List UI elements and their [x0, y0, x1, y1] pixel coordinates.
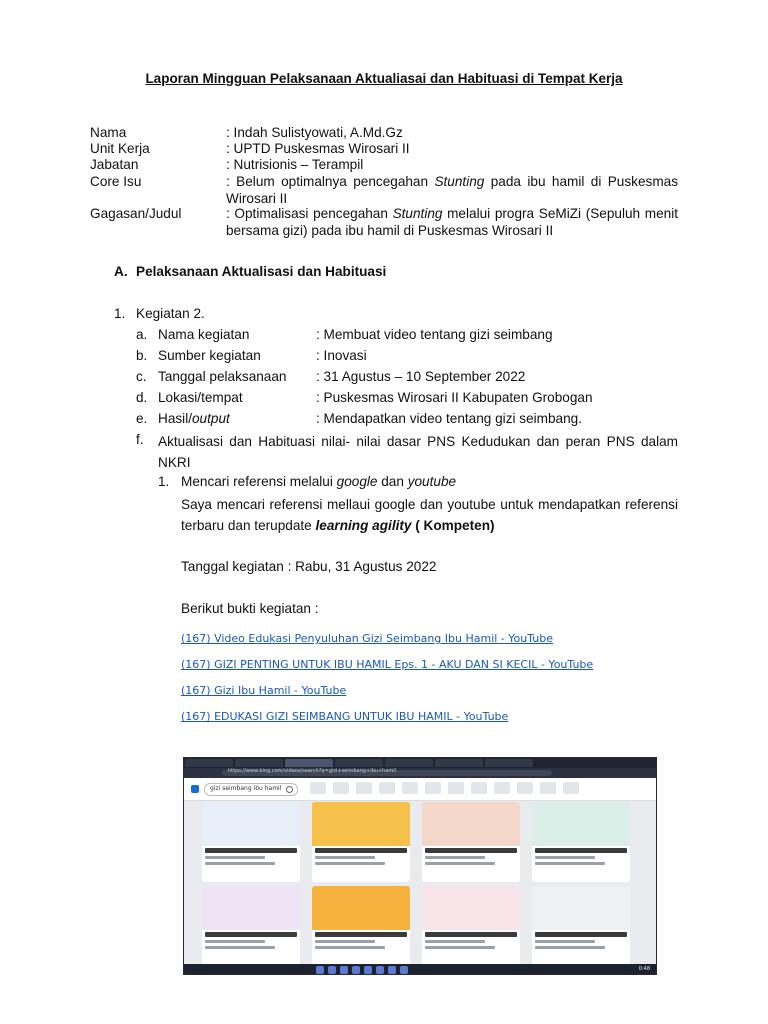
video-meta-bar: [425, 862, 495, 865]
filter-chip: [517, 782, 533, 794]
video-card: [532, 802, 630, 882]
sub-title-youtube: youtube: [407, 474, 457, 489]
taskbar-app-icon: [328, 966, 336, 974]
browser-tab: [435, 759, 483, 767]
label-core-isu: Core Isu: [90, 174, 142, 189]
gagasan-text-pre: : Optimalisasi pencegahan: [226, 206, 393, 221]
video-meta-bar: [535, 862, 605, 865]
item-label-pre: Hasil/: [158, 411, 192, 426]
filter-chip: [471, 782, 487, 794]
filter-chip: [333, 782, 349, 794]
video-meta-bar: [205, 862, 275, 865]
gagasan-emphasis: Stunting: [392, 206, 443, 221]
video-card: [422, 886, 520, 966]
taskbar-app-icon: [340, 966, 348, 974]
item-label: Sumber kegiatan: [158, 348, 261, 363]
label-nama: Nama: [90, 125, 127, 140]
sub-body: [181, 494, 678, 536]
windows-start-icon: [316, 966, 324, 974]
value-nama: : Indah Sulistyowati, A.Md.Gz: [226, 125, 403, 140]
filter-chip: [494, 782, 510, 794]
item-letter: d.: [136, 390, 148, 405]
sub-number: 1.: [158, 474, 170, 489]
sub-body-emphasis: learning agility: [315, 518, 412, 533]
browser-tab: [485, 759, 533, 767]
video-meta-bar: [315, 946, 385, 949]
filter-chip: [356, 782, 372, 794]
item-label-emphasis: output: [192, 411, 230, 426]
video-meta-bar: [535, 946, 605, 949]
value-jabatan: : Nutrisionis – Terampil: [226, 157, 364, 172]
activity-title: Kegiatan 2.: [136, 306, 205, 321]
video-caption-bar: [315, 932, 407, 937]
item-value: : Mendapatkan video tentang gizi seimbang.: [316, 411, 583, 426]
value-gagasan: [226, 205, 678, 239]
activity-number: 1.: [114, 306, 126, 321]
core-isu-text-pre: : Belum optimalnya pencegahan: [226, 174, 435, 189]
report-title: Laporan Mingguan Pelaksanaan Aktualiasai dan Habituasi di Tempat Kerja: [145, 71, 623, 86]
video-card: [532, 886, 630, 966]
item-f-text: Aktualisasi dan Habituasi nilai- nilai dasar PNS Kedudukan dan peran PNS dalam NKRI: [158, 434, 678, 470]
video-caption-bar: [535, 848, 627, 853]
video-meta-bar: [205, 856, 265, 859]
value-unit-kerja: : UPTD Puskesmas Wirosari II: [226, 141, 410, 156]
video-card: [202, 802, 300, 882]
video-caption-bar: [535, 932, 627, 937]
video-caption-bar: [425, 848, 517, 853]
video-thumbnail: [312, 802, 410, 846]
item-letter: f.: [136, 432, 144, 447]
taskbar-app-icon: [376, 966, 384, 974]
item-letter: e.: [136, 411, 148, 426]
video-results-grid: [202, 802, 632, 962]
reference-link[interactable]: (167) EDUKASI GIZI SEIMBANG UNTUK IBU HAMIL - YouTube: [181, 710, 509, 723]
section-letter: A.: [114, 264, 128, 279]
item-value: : 31 Agustus – 10 September 2022: [316, 369, 526, 384]
video-thumbnail: [422, 886, 520, 930]
bing-logo-icon: [191, 785, 199, 793]
video-caption-bar: [315, 848, 407, 853]
video-meta-bar: [425, 856, 485, 859]
gagasan-text-post: melalui progra SeMiZi (Sepuluh menit bersama gizi) pada ibu hamil di Puskesmas Wirosari II: [226, 206, 678, 238]
video-meta-bar: [205, 946, 275, 949]
filter-chip: [563, 782, 579, 794]
sub-body-text: Saya mencari referensi mellaui google dan youtube untuk mendapatkan referensi terbaru dan terupdate: [181, 497, 678, 533]
sub-title-google: google: [336, 474, 378, 489]
taskbar-icons: [316, 966, 408, 974]
search-icon: [286, 786, 293, 793]
sub-title: [181, 473, 456, 490]
windows-taskbar: [184, 964, 656, 975]
item-letter: b.: [136, 348, 148, 363]
video-caption-bar: [425, 932, 517, 937]
browser-tab: [335, 759, 383, 767]
video-meta-bar: [425, 946, 495, 949]
item-label: [158, 410, 230, 427]
filter-chip: [310, 782, 326, 794]
taskbar-app-icon: [364, 966, 372, 974]
video-thumbnail: [532, 802, 630, 846]
evidence-label: Berikut bukti kegiatan :: [181, 601, 319, 616]
filter-chip: [540, 782, 556, 794]
reference-link[interactable]: (167) GIZI PENTING UNTUK IBU HAMIL Eps. 1 - AKU DAN SI KECIL - YouTube: [181, 658, 594, 671]
label-gagasan: Gagasan/Judul: [90, 206, 182, 221]
browser-tab-active: [285, 759, 333, 767]
video-meta-bar: [535, 940, 595, 943]
item-letter: c.: [136, 369, 147, 384]
sub-body-tail: ( Kompeten): [411, 518, 495, 533]
video-meta-bar: [535, 856, 595, 859]
sub-title-mid: dan: [377, 474, 408, 489]
taskbar-app-icon: [352, 966, 360, 974]
reference-link[interactable]: (167) Gizi Ibu Hamil - YouTube: [181, 684, 347, 697]
url-field: [222, 770, 552, 776]
browser-tab: [185, 759, 233, 767]
core-isu-text-post: pada ibu hamil di Puskesmas Wirosari II: [226, 174, 678, 206]
reference-link[interactable]: (167) Video Edukasi Penyuluhan Gizi Seimbang Ibu Hamil - YouTube: [181, 632, 553, 645]
bing-filter-chips: [310, 782, 579, 794]
item-label: Tanggal pelaksanaan: [158, 369, 287, 384]
item-value: : Puskesmas Wirosari II Kabupaten Grobogan: [316, 390, 593, 405]
video-card: [312, 802, 410, 882]
browser-tab: [235, 759, 283, 767]
video-meta-bar: [315, 940, 375, 943]
taskbar-app-icon: [400, 966, 408, 974]
taskbar-clock: 0:48: [638, 966, 650, 972]
bing-search-box: [204, 783, 298, 796]
video-meta-bar: [425, 940, 485, 943]
video-card: [202, 886, 300, 966]
value-core-isu: [226, 173, 678, 207]
video-card: [422, 802, 520, 882]
browser-tab-bar: [184, 758, 656, 768]
video-meta-bar: [205, 940, 265, 943]
section-title: Pelaksanaan Aktualisasi dan Habituasi: [136, 264, 387, 279]
taskbar-app-icon: [388, 966, 396, 974]
label-unit-kerja: Unit Kerja: [90, 141, 150, 156]
bing-search-query: gizi seimbang ibu hamil: [210, 785, 282, 792]
browser-address-bar: [184, 768, 656, 778]
url-text: https://www.bing.com/videos/search?q=gizi+seimbang+ibu+hamil: [228, 768, 397, 774]
bing-header: [184, 778, 656, 801]
video-card: [312, 886, 410, 966]
evidence-screenshot: [183, 757, 657, 975]
video-meta-bar: [315, 862, 385, 865]
video-caption-bar: [205, 848, 297, 853]
video-meta-bar: [315, 856, 375, 859]
video-caption-bar: [205, 932, 297, 937]
item-letter: a.: [136, 327, 148, 342]
filter-chip: [448, 782, 464, 794]
video-thumbnail: [202, 802, 300, 846]
browser-tab: [385, 759, 433, 767]
video-thumbnail: [312, 886, 410, 930]
item-value: : Inovasi: [316, 348, 367, 363]
item-value: : Membuat video tentang gizi seimbang: [316, 327, 553, 342]
video-thumbnail: [532, 886, 630, 930]
video-thumbnail: [202, 886, 300, 930]
video-thumbnail: [422, 802, 520, 846]
filter-chip: [402, 782, 418, 794]
core-isu-emphasis: Stunting: [434, 174, 485, 189]
label-jabatan: Jabatan: [90, 157, 139, 172]
activity-date: Tanggal kegiatan : Rabu, 31 Agustus 2022: [181, 559, 437, 574]
item-label: Nama kegiatan: [158, 327, 250, 342]
sub-title-pre: Mencari referensi melalui: [181, 474, 337, 489]
filter-chip: [379, 782, 395, 794]
filter-chip: [425, 782, 441, 794]
item-label: Lokasi/tempat: [158, 390, 243, 405]
